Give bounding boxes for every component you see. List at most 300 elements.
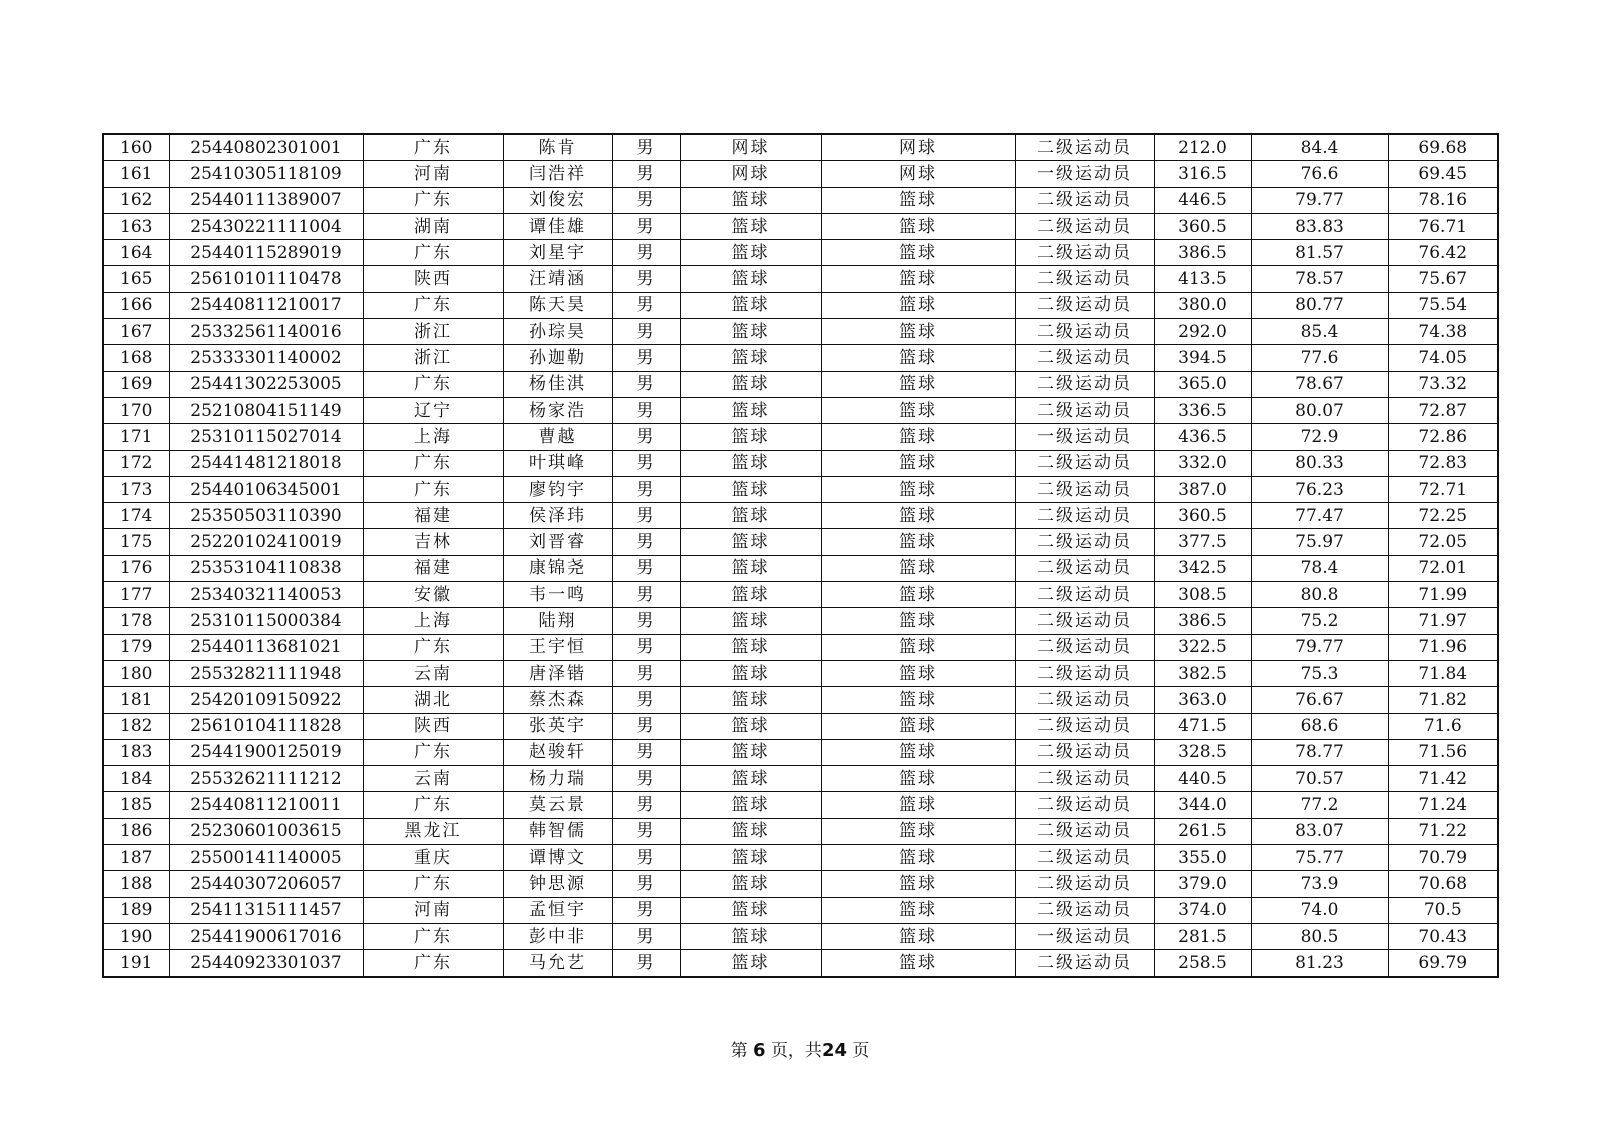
footer-middle: 页，共 [770,1041,822,1061]
cell-total-score: 71.84 [1388,660,1498,686]
cell-sport-score: 76.23 [1251,476,1388,502]
cell-project: 篮球 [680,187,821,213]
cell-sex: 男 [612,845,680,871]
cell-exam-id: 25440113681021 [169,634,363,660]
cell-project: 篮球 [680,503,821,529]
cell-level: 二级运动员 [1015,871,1154,897]
cell-project: 篮球 [680,766,821,792]
cell-culture-score: 355.0 [1154,845,1251,871]
cell-province: 福建 [363,503,503,529]
cell-sport: 篮球 [821,845,1015,871]
cell-sport-score: 78.57 [1251,266,1388,292]
cell-level: 二级运动员 [1015,897,1154,923]
cell-sport-score: 79.77 [1251,187,1388,213]
cell-total-score: 75.54 [1388,292,1498,318]
cell-level: 一级运动员 [1015,923,1154,949]
cell-exam-id: 25610101110478 [169,266,363,292]
cell-province: 云南 [363,660,503,686]
cell-total-score: 73.32 [1388,371,1498,397]
table-row [103,687,1498,713]
footer-suffix: 页 [852,1041,870,1061]
cell-name: 赵骏轩 [503,739,612,765]
cell-seq: 166 [103,292,169,318]
cell-name: 汪靖涵 [503,266,612,292]
cell-culture-score: 365.0 [1154,371,1251,397]
cell-culture-score: 379.0 [1154,871,1251,897]
cell-province: 湖北 [363,687,503,713]
cell-sport: 篮球 [821,608,1015,634]
cell-level: 二级运动员 [1015,319,1154,345]
cell-exam-id: 25310115000384 [169,608,363,634]
cell-level: 二级运动员 [1015,476,1154,502]
cell-sport-score: 80.33 [1251,450,1388,476]
cell-project: 篮球 [680,634,821,660]
cell-sex: 男 [612,634,680,660]
cell-exam-id: 25440111389007 [169,187,363,213]
cell-sex: 男 [612,213,680,239]
cell-sex: 男 [612,266,680,292]
cell-sport-score: 81.57 [1251,240,1388,266]
cell-name: 韩智儒 [503,818,612,844]
cell-sex: 男 [612,766,680,792]
cell-sport: 篮球 [821,319,1015,345]
cell-sex: 男 [612,923,680,949]
cell-level: 二级运动员 [1015,634,1154,660]
table-row [103,713,1498,739]
cell-total-score: 74.05 [1388,345,1498,371]
cell-sport: 篮球 [821,739,1015,765]
cell-project: 篮球 [680,660,821,686]
cell-name: 闫浩祥 [503,161,612,187]
cell-seq: 176 [103,555,169,581]
cell-culture-score: 386.5 [1154,240,1251,266]
cell-name: 侯泽玮 [503,503,612,529]
cell-sport: 篮球 [821,582,1015,608]
cell-level: 二级运动员 [1015,503,1154,529]
cell-total-score: 71.24 [1388,792,1498,818]
cell-sport-score: 76.67 [1251,687,1388,713]
cell-seq: 177 [103,582,169,608]
cell-province: 广东 [363,187,503,213]
cell-seq: 160 [103,134,169,161]
cell-project: 篮球 [680,845,821,871]
cell-name: 刘星宇 [503,240,612,266]
cell-project: 网球 [680,161,821,187]
cell-total-score: 75.67 [1388,266,1498,292]
table-row [103,608,1498,634]
cell-level: 二级运动员 [1015,266,1154,292]
cell-project: 篮球 [680,739,821,765]
cell-exam-id: 25220102410019 [169,529,363,555]
cell-project: 篮球 [680,818,821,844]
cell-exam-id: 25532821111948 [169,660,363,686]
cell-level: 二级运动员 [1015,608,1154,634]
cell-sport: 篮球 [821,187,1015,213]
cell-name: 陈天昊 [503,292,612,318]
footer-total-pages: 24 [821,1040,847,1061]
cell-exam-id: 25410305118109 [169,161,363,187]
cell-total-score: 72.87 [1388,397,1498,423]
cell-exam-id: 25532621111212 [169,766,363,792]
cell-project: 篮球 [680,687,821,713]
table-row [103,134,1498,161]
cell-culture-score: 386.5 [1154,608,1251,634]
cell-total-score: 76.71 [1388,213,1498,239]
cell-total-score: 70.43 [1388,923,1498,949]
table-row [103,950,1498,977]
cell-sport: 篮球 [821,660,1015,686]
cell-total-score: 70.79 [1388,845,1498,871]
cell-name: 王宇恒 [503,634,612,660]
cell-sex: 男 [612,792,680,818]
cell-sport: 篮球 [821,634,1015,660]
results-table-body [103,134,1498,977]
cell-province: 云南 [363,766,503,792]
cell-seq: 173 [103,476,169,502]
cell-total-score: 70.68 [1388,871,1498,897]
cell-total-score: 71.6 [1388,713,1498,739]
cell-exam-id: 25430221111004 [169,213,363,239]
cell-sport-score: 84.4 [1251,134,1388,161]
cell-province: 浙江 [363,319,503,345]
cell-sport-score: 77.47 [1251,503,1388,529]
cell-seq: 185 [103,792,169,818]
cell-seq: 183 [103,739,169,765]
cell-name: 莫云景 [503,792,612,818]
cell-seq: 165 [103,266,169,292]
cell-culture-score: 336.5 [1154,397,1251,423]
cell-project: 篮球 [680,450,821,476]
cell-sport-score: 75.2 [1251,608,1388,634]
cell-seq: 180 [103,660,169,686]
cell-culture-score: 374.0 [1154,897,1251,923]
table-row [103,424,1498,450]
cell-level: 二级运动员 [1015,240,1154,266]
cell-level: 二级运动员 [1015,766,1154,792]
cell-exam-id: 25440811210011 [169,792,363,818]
cell-seq: 167 [103,319,169,345]
cell-name: 刘俊宏 [503,187,612,213]
table-row [103,187,1498,213]
cell-name: 钟思源 [503,871,612,897]
cell-sport: 篮球 [821,897,1015,923]
cell-exam-id: 25350503110390 [169,503,363,529]
cell-sport-score: 70.57 [1251,766,1388,792]
table-row [103,319,1498,345]
cell-sport: 篮球 [821,266,1015,292]
cell-sport-score: 75.97 [1251,529,1388,555]
table-row [103,397,1498,423]
cell-culture-score: 258.5 [1154,950,1251,977]
cell-project: 篮球 [680,476,821,502]
cell-level: 二级运动员 [1015,345,1154,371]
cell-sport-score: 79.77 [1251,634,1388,660]
cell-name: 唐泽锴 [503,660,612,686]
table-row [103,555,1498,581]
cell-sex: 男 [612,950,680,977]
cell-sport-score: 80.07 [1251,397,1388,423]
cell-total-score: 72.71 [1388,476,1498,502]
cell-level: 二级运动员 [1015,582,1154,608]
cell-exam-id: 25610104111828 [169,713,363,739]
table-row [103,923,1498,949]
cell-name: 叶琪峰 [503,450,612,476]
cell-province: 河南 [363,897,503,923]
cell-province: 黑龙江 [363,818,503,844]
cell-culture-score: 471.5 [1154,713,1251,739]
cell-level: 二级运动员 [1015,555,1154,581]
results-table [102,133,1499,978]
cell-name: 马允艺 [503,950,612,977]
cell-sex: 男 [612,187,680,213]
cell-sex: 男 [612,450,680,476]
cell-province: 河南 [363,161,503,187]
cell-name: 杨力瑞 [503,766,612,792]
cell-culture-score: 363.0 [1154,687,1251,713]
cell-sport-score: 73.9 [1251,871,1388,897]
cell-exam-id: 25441900617016 [169,923,363,949]
table-row [103,845,1498,871]
cell-seq: 174 [103,503,169,529]
cell-sex: 男 [612,529,680,555]
cell-exam-id: 25353104110838 [169,555,363,581]
cell-culture-score: 387.0 [1154,476,1251,502]
cell-culture-score: 413.5 [1154,266,1251,292]
cell-sport-score: 68.6 [1251,713,1388,739]
cell-project: 篮球 [680,713,821,739]
table-row [103,240,1498,266]
cell-culture-score: 332.0 [1154,450,1251,476]
cell-sport: 网球 [821,134,1015,161]
cell-project: 篮球 [680,608,821,634]
table-row [103,897,1498,923]
cell-culture-score: 308.5 [1154,582,1251,608]
cell-sex: 男 [612,608,680,634]
cell-total-score: 69.45 [1388,161,1498,187]
cell-sex: 男 [612,818,680,844]
cell-culture-score: 440.5 [1154,766,1251,792]
cell-total-score: 71.99 [1388,582,1498,608]
cell-level: 二级运动员 [1015,950,1154,977]
cell-sport-score: 78.77 [1251,739,1388,765]
cell-sex: 男 [612,240,680,266]
cell-sex: 男 [612,345,680,371]
cell-culture-score: 292.0 [1154,319,1251,345]
cell-project: 篮球 [680,345,821,371]
cell-sex: 男 [612,397,680,423]
cell-name: 孙迦勒 [503,345,612,371]
cell-culture-score: 322.5 [1154,634,1251,660]
cell-level: 二级运动员 [1015,450,1154,476]
table-row [103,266,1498,292]
cell-total-score: 72.83 [1388,450,1498,476]
cell-seq: 164 [103,240,169,266]
cell-project: 篮球 [680,371,821,397]
cell-culture-score: 360.5 [1154,213,1251,239]
cell-culture-score: 380.0 [1154,292,1251,318]
cell-sex: 男 [612,660,680,686]
cell-sport-score: 77.2 [1251,792,1388,818]
table-row [103,213,1498,239]
cell-project: 篮球 [680,266,821,292]
cell-province: 广东 [363,923,503,949]
cell-name: 蔡杰森 [503,687,612,713]
cell-sport-score: 72.9 [1251,424,1388,450]
table-row [103,371,1498,397]
cell-exam-id: 25440923301037 [169,950,363,977]
cell-sport: 篮球 [821,923,1015,949]
table-row [103,871,1498,897]
cell-level: 一级运动员 [1015,161,1154,187]
cell-seq: 184 [103,766,169,792]
cell-culture-score: 281.5 [1154,923,1251,949]
cell-seq: 171 [103,424,169,450]
table-row [103,818,1498,844]
cell-province: 上海 [363,608,503,634]
cell-name: 孟恒宇 [503,897,612,923]
cell-project: 篮球 [680,871,821,897]
cell-province: 广东 [363,871,503,897]
cell-name: 陆翔 [503,608,612,634]
cell-culture-score: 344.0 [1154,792,1251,818]
cell-seq: 161 [103,161,169,187]
cell-sport-score: 81.23 [1251,950,1388,977]
cell-total-score: 69.68 [1388,134,1498,161]
table-row [103,161,1498,187]
cell-project: 篮球 [680,292,821,318]
cell-province: 广东 [363,292,503,318]
cell-level: 二级运动员 [1015,397,1154,423]
cell-sport: 篮球 [821,555,1015,581]
cell-province: 浙江 [363,345,503,371]
cell-culture-score: 342.5 [1154,555,1251,581]
cell-exam-id: 25310115027014 [169,424,363,450]
cell-province: 吉林 [363,529,503,555]
cell-exam-id: 25332561140016 [169,319,363,345]
cell-province: 福建 [363,555,503,581]
cell-province: 上海 [363,424,503,450]
cell-name: 谭博文 [503,845,612,871]
cell-sex: 男 [612,424,680,450]
cell-name: 孙琮昊 [503,319,612,345]
cell-sport-score: 77.6 [1251,345,1388,371]
cell-sport: 篮球 [821,950,1015,977]
table-row [103,529,1498,555]
cell-sex: 男 [612,897,680,923]
cell-culture-score: 377.5 [1154,529,1251,555]
cell-level: 二级运动员 [1015,687,1154,713]
cell-sex: 男 [612,582,680,608]
cell-project: 篮球 [680,555,821,581]
cell-sport-score: 78.67 [1251,371,1388,397]
cell-culture-score: 212.0 [1154,134,1251,161]
cell-sport-score: 80.77 [1251,292,1388,318]
cell-sport: 篮球 [821,818,1015,844]
table-row [103,292,1498,318]
cell-total-score: 76.42 [1388,240,1498,266]
cell-exam-id: 25440811210017 [169,292,363,318]
cell-province: 广东 [363,371,503,397]
cell-province: 广东 [363,950,503,977]
cell-seq: 190 [103,923,169,949]
cell-project: 篮球 [680,424,821,450]
cell-total-score: 72.05 [1388,529,1498,555]
cell-total-score: 78.16 [1388,187,1498,213]
cell-sport: 篮球 [821,766,1015,792]
cell-name: 廖钧宇 [503,476,612,502]
cell-project: 篮球 [680,792,821,818]
cell-total-score: 71.22 [1388,818,1498,844]
table-row [103,634,1498,660]
table-row [103,345,1498,371]
cell-total-score: 71.56 [1388,739,1498,765]
cell-seq: 168 [103,345,169,371]
cell-sport: 篮球 [821,371,1015,397]
cell-total-score: 72.01 [1388,555,1498,581]
cell-project: 篮球 [680,950,821,977]
cell-province: 广东 [363,476,503,502]
cell-level: 二级运动员 [1015,818,1154,844]
cell-total-score: 70.5 [1388,897,1498,923]
cell-level: 二级运动员 [1015,371,1154,397]
cell-exam-id: 25440307206057 [169,871,363,897]
cell-sport: 篮球 [821,687,1015,713]
cell-seq: 186 [103,818,169,844]
cell-seq: 170 [103,397,169,423]
cell-seq: 181 [103,687,169,713]
cell-total-score: 74.38 [1388,319,1498,345]
cell-sport: 篮球 [821,213,1015,239]
cell-sex: 男 [612,371,680,397]
cell-level: 一级运动员 [1015,424,1154,450]
table-row [103,739,1498,765]
cell-exam-id: 25411315111457 [169,897,363,923]
cell-exam-id: 25230601003615 [169,818,363,844]
cell-sport: 篮球 [821,792,1015,818]
cell-sport-score: 75.3 [1251,660,1388,686]
cell-province: 安徽 [363,582,503,608]
cell-sex: 男 [612,319,680,345]
cell-seq: 175 [103,529,169,555]
cell-seq: 188 [103,871,169,897]
cell-seq: 169 [103,371,169,397]
cell-sex: 男 [612,134,680,161]
cell-sport: 篮球 [821,397,1015,423]
cell-total-score: 72.86 [1388,424,1498,450]
cell-name: 曹越 [503,424,612,450]
cell-sex: 男 [612,687,680,713]
cell-project: 篮球 [680,397,821,423]
cell-sport-score: 74.0 [1251,897,1388,923]
cell-exam-id: 25500141140005 [169,845,363,871]
cell-name: 杨家浩 [503,397,612,423]
cell-sport: 篮球 [821,503,1015,529]
cell-project: 篮球 [680,319,821,345]
cell-sport-score: 83.07 [1251,818,1388,844]
cell-name: 彭中非 [503,923,612,949]
cell-total-score: 69.79 [1388,950,1498,977]
cell-province: 陕西 [363,266,503,292]
cell-sex: 男 [612,161,680,187]
cell-project: 篮球 [680,529,821,555]
cell-project: 网球 [680,134,821,161]
cell-province: 广东 [363,792,503,818]
cell-sex: 男 [612,503,680,529]
cell-sport-score: 85.4 [1251,319,1388,345]
cell-sport-score: 75.77 [1251,845,1388,871]
cell-seq: 187 [103,845,169,871]
cell-province: 重庆 [363,845,503,871]
